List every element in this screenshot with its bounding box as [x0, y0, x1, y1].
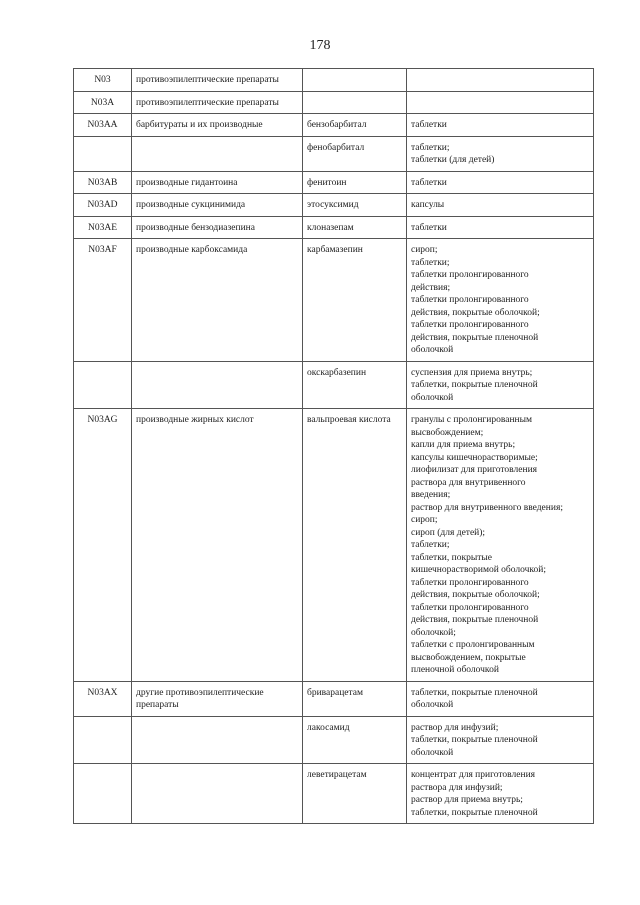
dosage-form-line: раствора для внутривенного	[411, 477, 526, 488]
dosage-form-line: таблетки пролонгированного	[411, 577, 529, 588]
dosage-form-line: таблетки;	[411, 540, 450, 550]
dosage-forms-cell	[407, 681, 594, 716]
dosage-form-line: таблетки пролонгированного	[411, 270, 529, 280]
table-row	[74, 239, 594, 362]
dosage-form-line: раствора для инфузий;	[411, 782, 503, 793]
dosage-forms-cell	[407, 194, 594, 217]
group-name-cell	[132, 716, 303, 764]
group-name-cell: противоэпилептические препараты	[132, 69, 303, 92]
dosage-form-line: таблетки, покрытые пленочной	[411, 687, 538, 698]
dosage-forms-cell	[407, 69, 594, 92]
dosage-form-line: оболочкой	[411, 392, 454, 403]
atc-code-cell: N03AD	[74, 194, 132, 217]
dosage-form-line: таблетки пролонгированного	[411, 320, 529, 330]
dosage-forms-cell	[407, 91, 594, 114]
dosage-form-line: действия, покрытые оболочкой;	[411, 307, 540, 318]
dosage-form-line: таблетки	[411, 120, 447, 130]
dosage-form-line: действия;	[411, 282, 451, 293]
table-row	[74, 136, 594, 171]
table-row	[74, 69, 594, 92]
dosage-form-line: капсулы кишечнорастворимые;	[411, 452, 538, 463]
dosage-forms-cell	[407, 716, 594, 764]
dosage-forms-cell	[407, 216, 594, 239]
dosage-form-line: сироп;	[411, 515, 438, 525]
dosage-form-line: капли для приема внутрь;	[411, 440, 516, 450]
atc-code-cell: N03AE	[74, 216, 132, 239]
dosage-form-line: действия, покрытые пленочной	[411, 332, 539, 343]
dosage-forms-cell	[407, 136, 594, 171]
table-row	[74, 194, 594, 217]
dosage-form-line: таблетки, покрытые пленочной	[411, 735, 538, 745]
dosage-form-line: таблетки, покрытые	[411, 552, 492, 563]
dosage-form-line: сироп (для детей);	[411, 527, 486, 538]
drug-name-cell: вальпроевая кислота	[303, 409, 407, 682]
drug-name-cell: бриварацетам	[303, 681, 407, 716]
dosage-form-line: таблетки, покрытые пленочной	[411, 380, 538, 390]
table-body	[74, 69, 594, 824]
dosage-form-line: таблетки;	[411, 257, 450, 268]
dosage-form-line: таблетки;	[411, 142, 450, 153]
group-name-cell: другие противоэпилептические препараты	[132, 681, 303, 716]
drug-name-cell: окскарбазепин	[303, 361, 407, 409]
dosage-form-line: суспензия для приема внутрь;	[411, 367, 533, 378]
dosage-form-line: таблетки (для детей)	[411, 155, 495, 165]
dosage-form-line: капсулы	[411, 200, 445, 210]
drug-name-cell	[303, 69, 407, 92]
dosage-form-line: гранулы с пролонгированным	[411, 415, 533, 425]
atc-code-cell: N03AX	[74, 681, 132, 716]
dosage-form-line: таблетки	[411, 222, 447, 233]
dosage-forms-cell	[407, 171, 594, 194]
dosage-form-line: кишечнорастворимой оболочкой;	[411, 565, 547, 575]
dosage-form-line: оболочкой	[411, 747, 454, 758]
group-name-cell	[132, 361, 303, 409]
dosage-form-line: высвобождением;	[411, 427, 484, 438]
table-row	[74, 716, 594, 764]
table-row	[74, 764, 594, 824]
group-name-cell	[132, 136, 303, 171]
dosage-form-line: лиофилизат для приготовления	[411, 465, 538, 475]
atc-code-cell: N03AG	[74, 409, 132, 682]
dosage-form-line: раствор для приема внутрь;	[411, 795, 523, 805]
atc-code-cell	[74, 764, 132, 824]
group-name-cell: производные бензодиазепина	[132, 216, 303, 239]
dosage-form-line: введения;	[411, 490, 451, 500]
drug-name-cell	[303, 91, 407, 114]
atc-code-cell: N03AB	[74, 171, 132, 194]
drug-name-cell: фенитоин	[303, 171, 407, 194]
table-row	[74, 681, 594, 716]
table-row	[74, 171, 594, 194]
dosage-form-line: действия, покрытые пленочной	[411, 615, 539, 625]
dosage-form-line: действия, покрытые оболочкой;	[411, 590, 540, 600]
dosage-form-line: высвобождением, покрытые	[411, 652, 526, 663]
dosage-form-line: оболочкой;	[411, 627, 456, 638]
dosage-form-line: сироп;	[411, 245, 438, 255]
dosage-form-line: раствор для инфузий;	[411, 722, 499, 733]
dosage-form-line: таблетки	[411, 177, 447, 188]
dosage-form-line: оболочкой	[411, 700, 454, 710]
dosage-form-line: таблетки пролонгированного	[411, 295, 529, 305]
table-row	[74, 361, 594, 409]
group-name-cell: противоэпилептические препараты	[132, 91, 303, 114]
dosage-form-line: раствор для внутривенного введения;	[411, 502, 563, 513]
drug-name-cell: лакосамид	[303, 716, 407, 764]
group-name-cell: производные карбоксамида	[132, 239, 303, 362]
atc-code-cell: N03AA	[74, 114, 132, 137]
atc-code-cell: N03	[74, 69, 132, 92]
atc-code-cell: N03AF	[74, 239, 132, 362]
table-row	[74, 91, 594, 114]
group-name-cell: барбитураты и их производные	[132, 114, 303, 137]
table-row	[74, 216, 594, 239]
dosage-form-line: концентрат для приготовления	[411, 770, 536, 780]
dosage-forms-cell	[407, 361, 594, 409]
dosage-form-line: пленочной оболочкой	[411, 665, 499, 675]
dosage-forms-cell	[407, 764, 594, 824]
table-row	[74, 409, 594, 682]
atc-code-cell	[74, 716, 132, 764]
dosage-forms-cell	[407, 114, 594, 137]
dosage-form-line: таблетки с пролонгированным	[411, 640, 535, 650]
drug-name-cell: леветирацетам	[303, 764, 407, 824]
drug-name-cell: бензобарбитал	[303, 114, 407, 137]
dosage-forms-cell	[407, 239, 594, 362]
atc-code-cell: N03A	[74, 91, 132, 114]
group-name-cell: производные гидантоина	[132, 171, 303, 194]
dosage-form-line: таблетки пролонгированного	[411, 602, 529, 613]
group-name-cell	[132, 764, 303, 824]
atc-code-cell	[74, 136, 132, 171]
dosage-forms-cell	[407, 409, 594, 682]
dosage-form-line: оболочкой	[411, 345, 454, 355]
drug-name-cell: карбамазепин	[303, 239, 407, 362]
group-name-cell: производные жирных кислот	[132, 409, 303, 682]
drug-table	[73, 68, 594, 824]
group-name-cell: производные сукцинимида	[132, 194, 303, 217]
drug-name-cell: фенобарбитал	[303, 136, 407, 171]
atc-code-cell	[74, 361, 132, 409]
drug-name-cell: этосуксимид	[303, 194, 407, 217]
dosage-form-line: таблетки, покрытые пленочной	[411, 807, 538, 818]
drug-name-cell: клоназепам	[303, 216, 407, 239]
page-number: 178	[309, 38, 331, 53]
table-row	[74, 114, 594, 137]
